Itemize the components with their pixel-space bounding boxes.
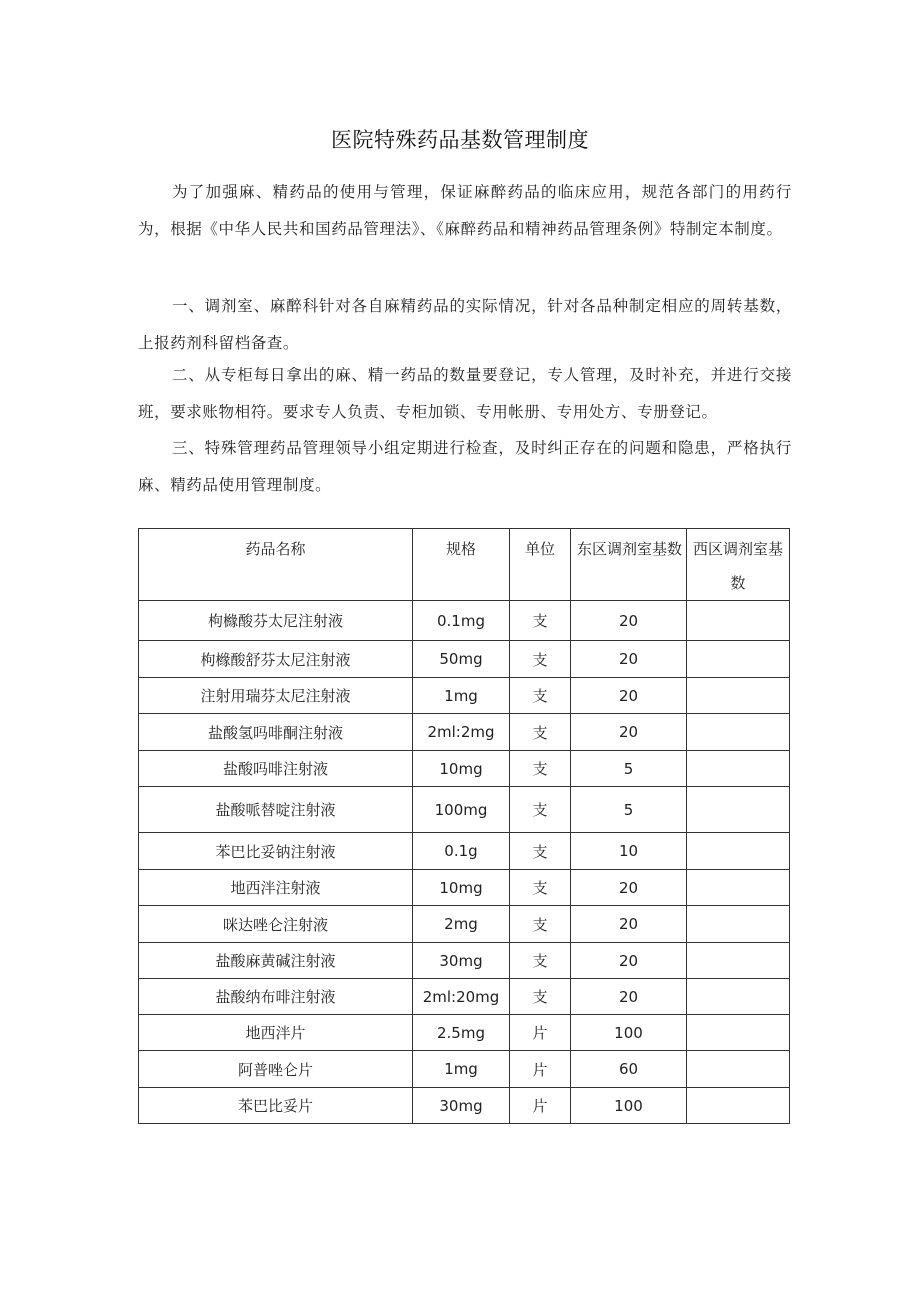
east-base-cell: 5 — [571, 787, 687, 833]
west-base-cell — [687, 1051, 790, 1088]
east-base-cell: 10 — [571, 833, 687, 870]
header-spec: 规格 — [413, 529, 510, 601]
drug-base-table — [138, 528, 790, 1124]
drug-name-cell: 苯巴比妥片 — [139, 1088, 413, 1124]
drug-name-cell: 盐酸吗啡注射液 — [139, 751, 413, 787]
spec-cell: 10mg — [413, 751, 510, 787]
drug-name-cell: 盐酸纳布啡注射液 — [139, 979, 413, 1015]
header-unit: 单位 — [510, 529, 571, 601]
spec-cell: 2.5mg — [413, 1015, 510, 1051]
east-base-cell: 20 — [571, 678, 687, 714]
spec-cell: 2mg — [413, 906, 510, 943]
header-west-base: 西区调剂室基数 — [687, 529, 790, 601]
east-base-cell: 20 — [571, 906, 687, 943]
unit-cell: 支 — [510, 906, 571, 943]
east-base-cell: 20 — [571, 943, 687, 979]
table-row — [139, 833, 790, 870]
unit-cell: 支 — [510, 751, 571, 787]
unit-cell: 片 — [510, 1015, 571, 1051]
west-base-cell — [687, 787, 790, 833]
west-base-cell — [687, 678, 790, 714]
drug-name-cell: 盐酸哌替啶注射液 — [139, 787, 413, 833]
table-row — [139, 714, 790, 751]
west-base-cell — [687, 870, 790, 906]
table-row — [139, 1051, 790, 1088]
east-base-cell: 100 — [571, 1088, 687, 1124]
east-base-cell: 5 — [571, 751, 687, 787]
drug-name-cell: 地西泮注射液 — [139, 870, 413, 906]
unit-cell: 支 — [510, 833, 571, 870]
drug-name-cell: 枸櫞酸芬太尼注射液 — [139, 601, 413, 641]
spec-cell: 10mg — [413, 870, 510, 906]
unit-cell: 支 — [510, 678, 571, 714]
unit-cell: 片 — [510, 1051, 571, 1088]
rule-paragraph-1: 一、调剂室、麻醉科针对各自麻精药品的实际情况，针对各品种制定相应的周转基数，上报药剂科留档备查。 — [138, 297, 792, 352]
west-base-cell — [687, 751, 790, 787]
unit-cell: 支 — [510, 601, 571, 641]
document-title: 医院特殊药品基数管理制度 — [331, 128, 589, 152]
spec-cell: 0.1mg — [413, 601, 510, 641]
west-base-cell — [687, 641, 790, 678]
west-base-cell — [687, 1088, 790, 1124]
unit-cell: 支 — [510, 979, 571, 1015]
table-row — [139, 1088, 790, 1124]
table-row — [139, 1015, 790, 1051]
drug-name-cell: 注射用瑞芬太尼注射液 — [139, 678, 413, 714]
table-header-row — [139, 529, 790, 601]
drug-name-cell: 苯巴比妥钠注射液 — [139, 833, 413, 870]
unit-cell: 支 — [510, 714, 571, 751]
east-base-cell: 100 — [571, 1015, 687, 1051]
intro-paragraph: 为了加强麻、精药品的使用与管理，保证麻醉药品的临床应用，规范各部门的用药行为，根据《中华人民共和国药品管理法》、《麻醉药品和精神药品管理条例》特制定本制度。 — [138, 183, 792, 238]
table-row — [139, 751, 790, 787]
spec-cell: 30mg — [413, 943, 510, 979]
east-base-cell: 60 — [571, 1051, 687, 1088]
table-row — [139, 787, 790, 833]
east-base-cell: 20 — [571, 714, 687, 751]
table-row — [139, 641, 790, 678]
east-base-cell: 20 — [571, 870, 687, 906]
drug-name-cell: 咪达唑仑注射液 — [139, 906, 413, 943]
header-east-base: 东区调剂室基数 — [571, 529, 687, 601]
west-base-cell — [687, 714, 790, 751]
spec-cell: 1mg — [413, 678, 510, 714]
table-row — [139, 943, 790, 979]
table-row — [139, 601, 790, 641]
spec-cell: 100mg — [413, 787, 510, 833]
unit-cell: 支 — [510, 787, 571, 833]
spec-cell: 2ml:20mg — [413, 979, 510, 1015]
west-base-cell — [687, 601, 790, 641]
spec-cell: 1mg — [413, 1051, 510, 1088]
unit-cell: 支 — [510, 870, 571, 906]
east-base-cell: 20 — [571, 641, 687, 678]
table-row — [139, 870, 790, 906]
east-base-cell: 20 — [571, 979, 687, 1015]
spec-cell: 50mg — [413, 641, 510, 678]
table-row — [139, 678, 790, 714]
drug-name-cell: 盐酸麻黄碱注射液 — [139, 943, 413, 979]
drug-name-cell: 地西泮片 — [139, 1015, 413, 1051]
rule-paragraph-2: 二、从专柜每日拿出的麻、精一药品的数量要登记，专人管理，及时补充，并进行交接班，要求账物相符。要求专人负责、专柜加锁、专用帐册、专用处方、专册登记。 — [138, 366, 792, 421]
west-base-cell — [687, 906, 790, 943]
spec-cell: 2ml:2mg — [413, 714, 510, 751]
table-row — [139, 906, 790, 943]
west-base-cell — [687, 979, 790, 1015]
drug-name-cell: 盐酸氢吗啡酮注射液 — [139, 714, 413, 751]
rule-paragraph-3: 三、特殊管理药品管理领导小组定期进行检查，及时纠正存在的问题和隐患，严格执行麻、精药品使用管理制度。 — [138, 439, 792, 494]
west-base-cell — [687, 1015, 790, 1051]
spec-cell: 0.1g — [413, 833, 510, 870]
table-row — [139, 979, 790, 1015]
unit-cell: 片 — [510, 1088, 571, 1124]
drug-name-cell: 枸橼酸舒芬太尼注射液 — [139, 641, 413, 678]
spec-cell: 30mg — [413, 1088, 510, 1124]
unit-cell: 支 — [510, 943, 571, 979]
drug-name-cell: 阿普唑仑片 — [139, 1051, 413, 1088]
header-drug-name: 药品名称 — [139, 529, 413, 601]
east-base-cell: 20 — [571, 601, 687, 641]
unit-cell: 支 — [510, 641, 571, 678]
west-base-cell — [687, 943, 790, 979]
west-base-cell — [687, 833, 790, 870]
